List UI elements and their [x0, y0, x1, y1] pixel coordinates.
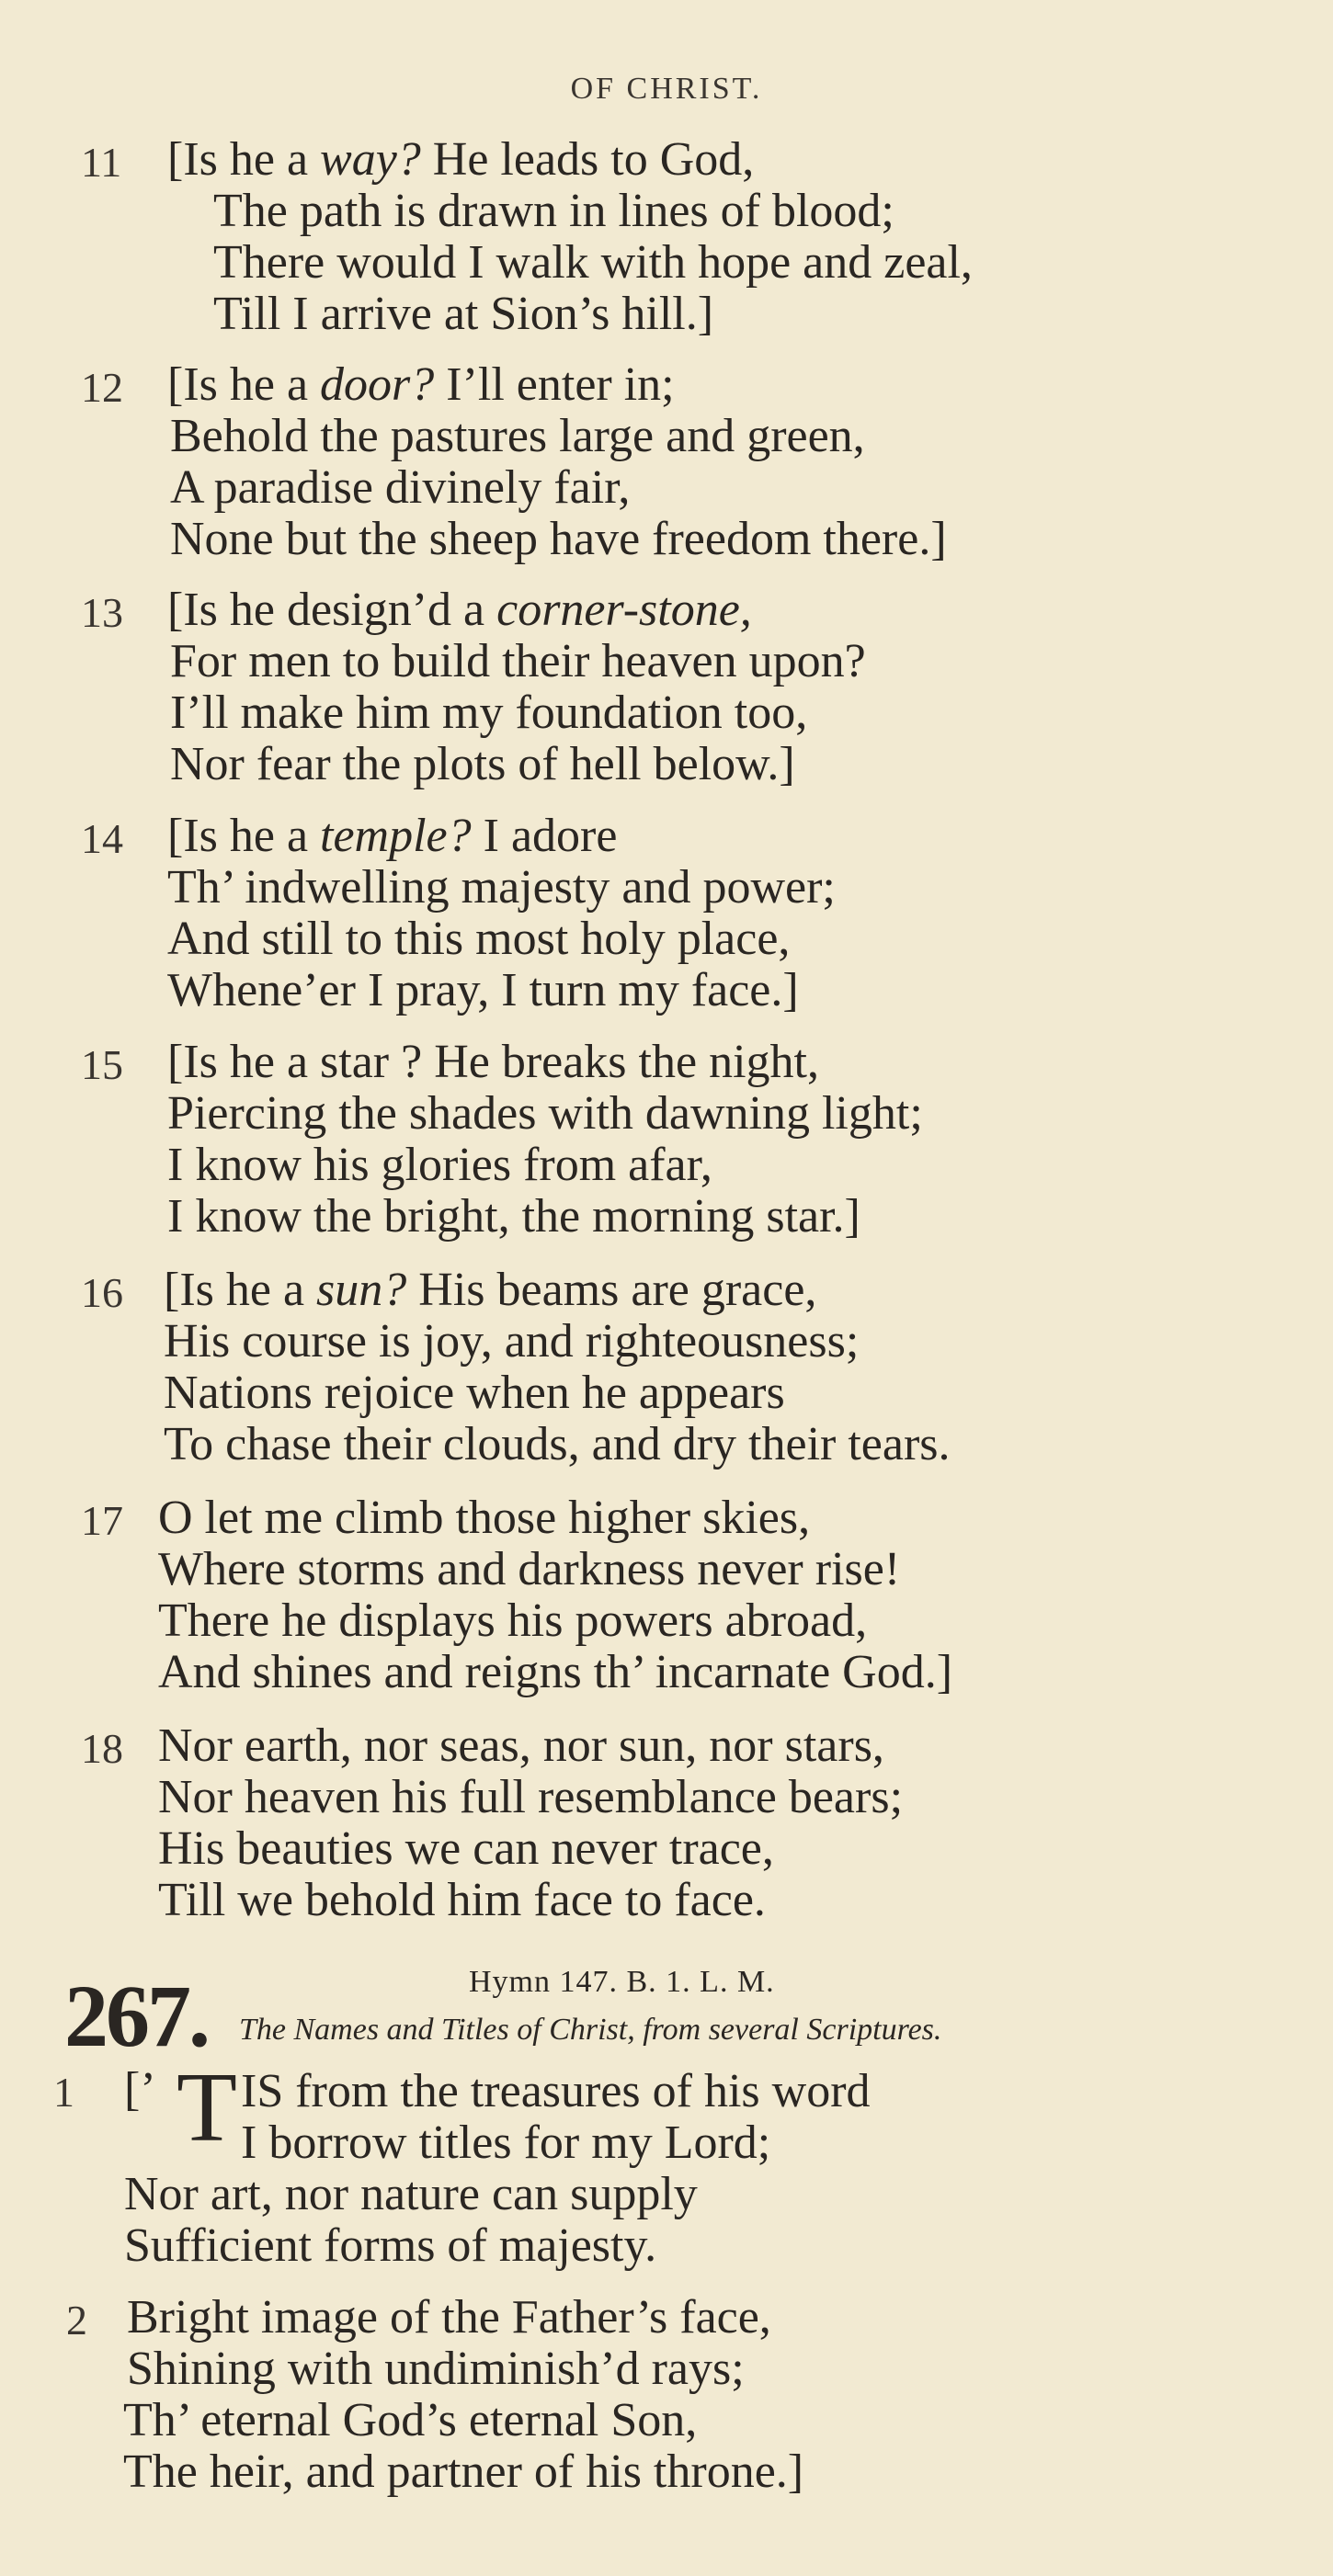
stanza-number: 2 [66, 2297, 87, 2343]
stanza-line: Piercing the shades with dawning light; [167, 1087, 923, 1140]
stanza-line: Till we behold him face to face. [158, 1874, 766, 1926]
running-header: OF CHRIST. [570, 72, 763, 106]
stanza-number: 14 [81, 815, 123, 862]
drop-cap: T [177, 2053, 237, 2162]
hymn-subtitle: The Names and Titles of Christ, from several Scriptures. [239, 2013, 942, 2047]
stanza-line: [Is he a star ? He breaks the night, [167, 1036, 819, 1088]
stanza-line: Bright image of the Father’s face, [127, 2291, 771, 2343]
stanza-line: Nor earth, nor seas, nor sun, nor stars, [158, 1719, 884, 1772]
stanza-line: Nor art, nor nature can supply [124, 2168, 698, 2220]
hymn-heading [64, 1965, 1278, 2066]
stanza-line: IS from the treasures of his word [241, 2065, 871, 2117]
hymn-meta: Hymn 147. B. 1. L. M. [469, 1965, 775, 1999]
stanza-number: 1 [53, 2069, 74, 2116]
stanza-line: [Is he a way? He leads to God, [167, 133, 755, 186]
stanza-line: Whene’er I pray, I turn my face.] [167, 964, 799, 1016]
stanza-line: To chase their clouds, and dry their tears. [164, 1418, 951, 1470]
stanza-number: 15 [81, 1041, 123, 1088]
stanza-number: 11 [81, 139, 122, 186]
stanza-line: And still to this most holy place, [167, 913, 791, 965]
stanza-line: I borrow titles for my Lord; [241, 2116, 771, 2169]
stanza-number: 17 [81, 1497, 123, 1544]
stanza-line: A paradise divinely fair, [170, 461, 631, 514]
stanza-line: I’ll make him my foundation too, [170, 687, 808, 739]
stanza-line: Behold the pastures large and green, [170, 410, 865, 462]
stanza-number: 12 [81, 364, 123, 411]
stanza-line: For men to build their heaven upon? [170, 635, 866, 687]
stanza-line: I know his glories from afar, [167, 1139, 712, 1191]
stanza-line: Nor fear the plots of hell below.] [170, 738, 795, 790]
stanza-line: [Is he a door? I’ll enter in; [167, 358, 675, 411]
verse-opening-bracket: [’ [124, 2063, 156, 2116]
stanza-line: [Is he a sun? His beams are grace, [164, 1264, 817, 1316]
stanza-line: None but the sheep have freedom there.] [170, 513, 947, 565]
stanza-line: There would I walk with hope and zeal, [213, 236, 973, 289]
stanza-line: And shines and reigns th’ incarnate God.] [158, 1646, 953, 1698]
stanza-line: The heir, and partner of his throne.] [123, 2445, 804, 2498]
stanza-line: I know the bright, the morning star.] [167, 1190, 860, 1243]
stanza-line: Nor heaven his full resemblance bears; [158, 1771, 904, 1823]
stanza-line: Th’ indwelling majesty and power; [167, 861, 836, 914]
stanza-line: [Is he a temple? I adore [167, 810, 618, 862]
stanza-line: The path is drawn in lines of blood; [213, 185, 894, 237]
stanza-line: Where storms and darkness never rise! [158, 1543, 901, 1595]
stanza-number: 16 [81, 1269, 123, 1316]
stanza-number: 18 [81, 1725, 123, 1772]
stanza-line: His beauties we can never trace, [158, 1822, 774, 1875]
stanza-line: Shining with undiminish’d rays; [127, 2343, 745, 2395]
stanza-line: O let me climb those higher skies, [158, 1492, 811, 1544]
hymn-number: 267. [64, 1967, 208, 2065]
stanza-line: Till I arrive at Sion’s hill.] [213, 288, 714, 340]
stanza-line: Sufficient forms of majesty. [124, 2219, 657, 2272]
stanza-line: Nations rejoice when he appears [164, 1367, 785, 1419]
stanza-number: 13 [81, 589, 123, 636]
stanza-line: [Is he design’d a corner-stone, [167, 584, 752, 636]
stanza-line: His course is joy, and righteousness; [164, 1315, 860, 1367]
stanza-line: Th’ eternal God’s eternal Son, [123, 2394, 698, 2446]
stanza-line: There he displays his powers abroad, [158, 1594, 868, 1647]
